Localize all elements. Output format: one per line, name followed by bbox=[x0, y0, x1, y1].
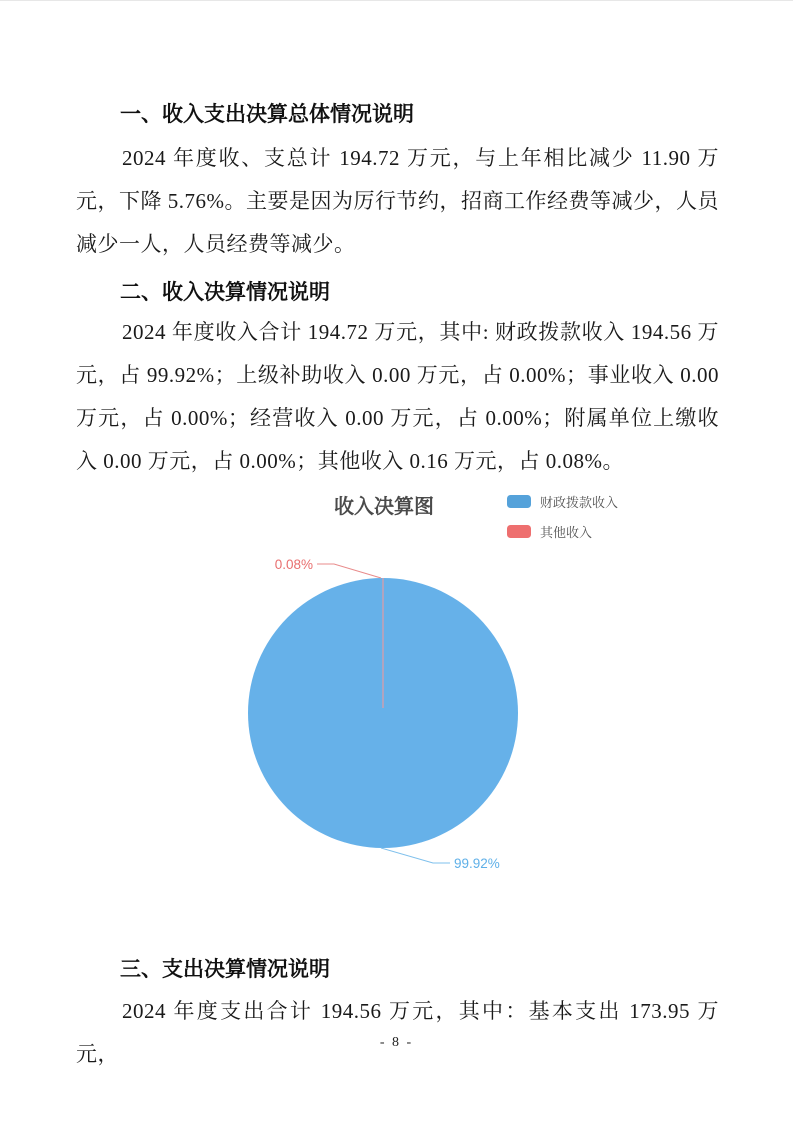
legend-swatch-blue-icon bbox=[507, 495, 531, 508]
legend-label-other: 其他收入 bbox=[540, 525, 593, 540]
page-number: - 8 - bbox=[379, 1035, 414, 1050]
pie-label-other-percent: 0.08% bbox=[274, 557, 313, 572]
section-body-overall: 2024 年度收、支总计 194.72 万元，与上年相比减少 11.90 万元，下降 5.76%。主要是因为厉行节约，招商工作经费等减少，人员减少一人，人员经费等减少。 bbox=[76, 146, 719, 256]
section-heading-income: 二、收入决算情况说明 bbox=[120, 281, 330, 304]
legend-item-other bbox=[507, 522, 618, 541]
section-body-income: 2024 年度收入合计 194.72 万元，其中: 财政拨款收入 194.56 万元，占 99.92%；上级补助收入 0.00 万元，占 0.00%；事业收入 0.00 万元，占 0.00%；经营收入 0.00 万元，占 0.00%；附属单位上缴收入 0.00 万元，占 0.00%；其他收入 0.16 万元，占 0.08%。 bbox=[76, 320, 719, 473]
legend-swatch-red-icon bbox=[507, 525, 531, 538]
leader-line-financial bbox=[381, 848, 450, 863]
leader-line-other bbox=[317, 564, 381, 578]
legend-item-financial bbox=[507, 492, 618, 511]
section-heading-expenditure: 三、支出决算情况说明 bbox=[120, 958, 330, 981]
chart-title: 收入决算图 bbox=[334, 496, 434, 518]
section-body-expenditure: 2024 年度支出合计 194.56 万元，其中：基本支出 173.95 万元， bbox=[76, 999, 719, 1066]
section-heading-overall: 一、收入支出决算总体情况说明 bbox=[120, 103, 414, 126]
legend-label-financial: 财政拨款收入 bbox=[540, 495, 619, 510]
income-pie-chart bbox=[0, 546, 793, 881]
chart-legend bbox=[507, 492, 618, 541]
pie-label-financial-percent: 99.92% bbox=[454, 856, 500, 871]
